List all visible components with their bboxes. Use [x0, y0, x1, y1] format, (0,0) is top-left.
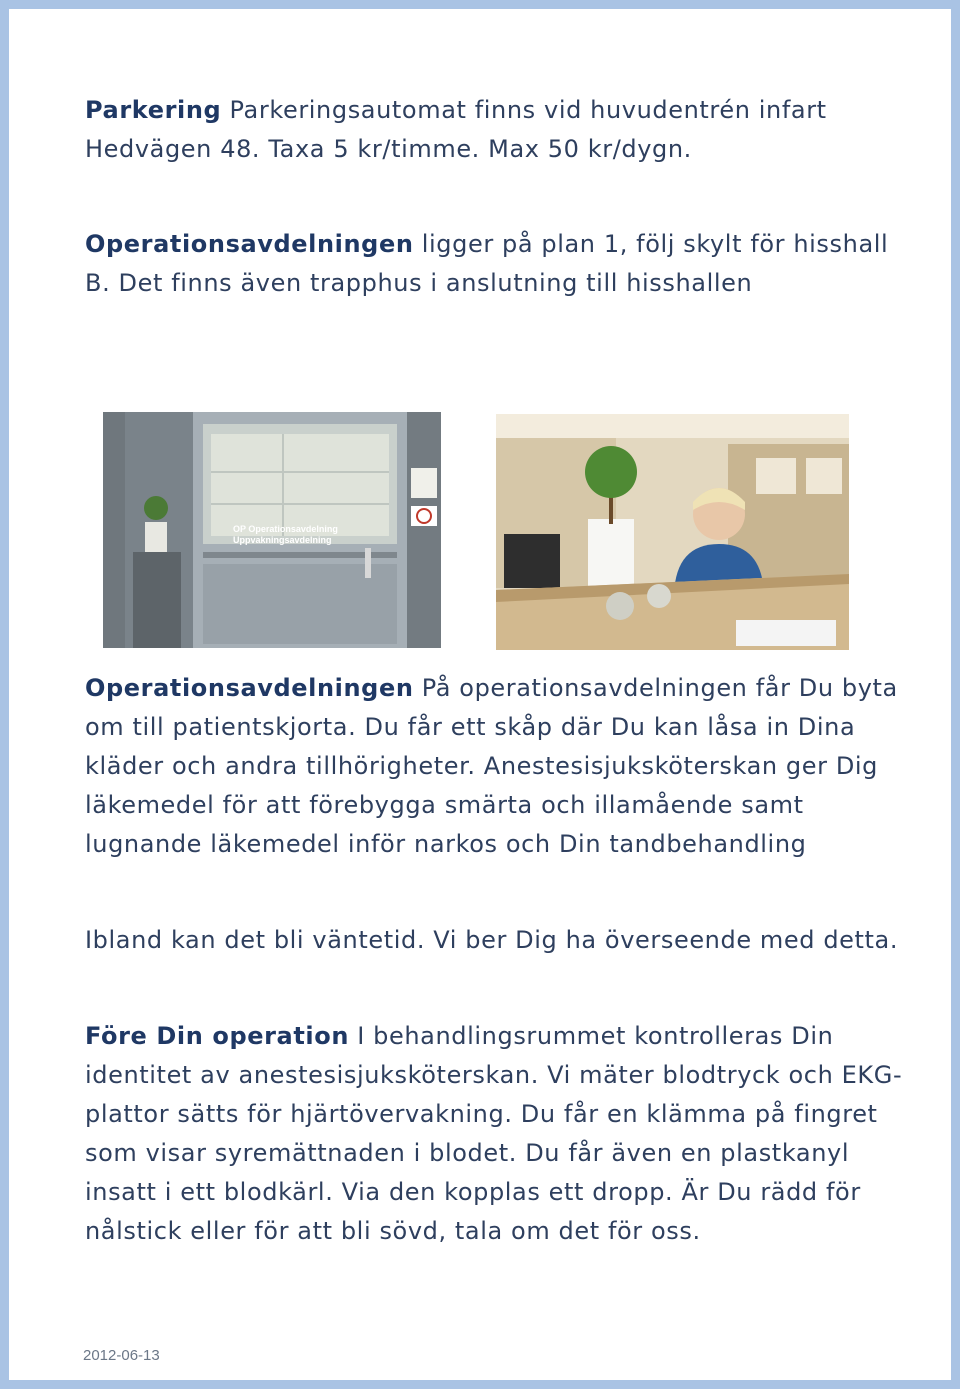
- before-op-text: I behandlingsrummet kontrolleras Din identitet av anestesisjuksköterskan. Vi mäter blodtryck och EKG-plattor sätts för hjärtövervakning. Du får en klämma på fingret som visar syremättnaden i blodet. Du får även en plastkanyl insatt i ett blodkärl. Via den kopplas ett dropp. Är Du rädd för nålstick eller för att bli sövd, tala om det för oss.: [85, 1022, 903, 1245]
- parking-heading: Parkering: [85, 96, 222, 124]
- op-location-paragraph: [85, 225, 905, 303]
- waiting-paragraph: [85, 921, 905, 960]
- before-op-heading: Före Din operation: [85, 1022, 350, 1050]
- before-op-paragraph: [85, 1017, 905, 1251]
- waiting-text: Ibland kan det bli väntetid. Vi ber Dig ha överseende med detta.: [85, 926, 899, 954]
- door-sign-line2: Uppvakningsavdelning: [233, 535, 332, 545]
- op-location-text: ligger på plan 1, följ skylt för hisshall B. Det finns även trapphus i anslutning till hisshallen: [85, 230, 889, 297]
- op-info-heading: Operationsavdelningen: [85, 674, 414, 702]
- entrance-door-photo: [103, 412, 441, 648]
- op-info-text: På operationsavdelningen får Du byta om till patientskjorta. Du får ett skåp där Du kan låsa in Dina kläder och andra tillhörigheter. Anestesisjuksköterskan ger Dig läkemedel för att förebygga smärta och illamående samt lugnande läkemedel inför narkos och Din tandbehandling: [85, 674, 898, 858]
- reception-photo: [496, 414, 849, 650]
- reception-illustration: [496, 414, 849, 650]
- footer-date: 2012-06-13: [83, 1347, 160, 1364]
- op-info-paragraph: [85, 669, 905, 864]
- door-sign-line1: OP Operationsavdelning: [233, 524, 338, 534]
- parking-paragraph: [85, 91, 905, 169]
- op-location-heading: Operationsavdelningen: [85, 230, 414, 258]
- door-sign: [233, 524, 338, 546]
- parking-text: Parkeringsautomat finns vid huvudentrén infart Hedvägen 48. Taxa 5 kr/timme. Max 50 kr/dygn.: [85, 96, 827, 163]
